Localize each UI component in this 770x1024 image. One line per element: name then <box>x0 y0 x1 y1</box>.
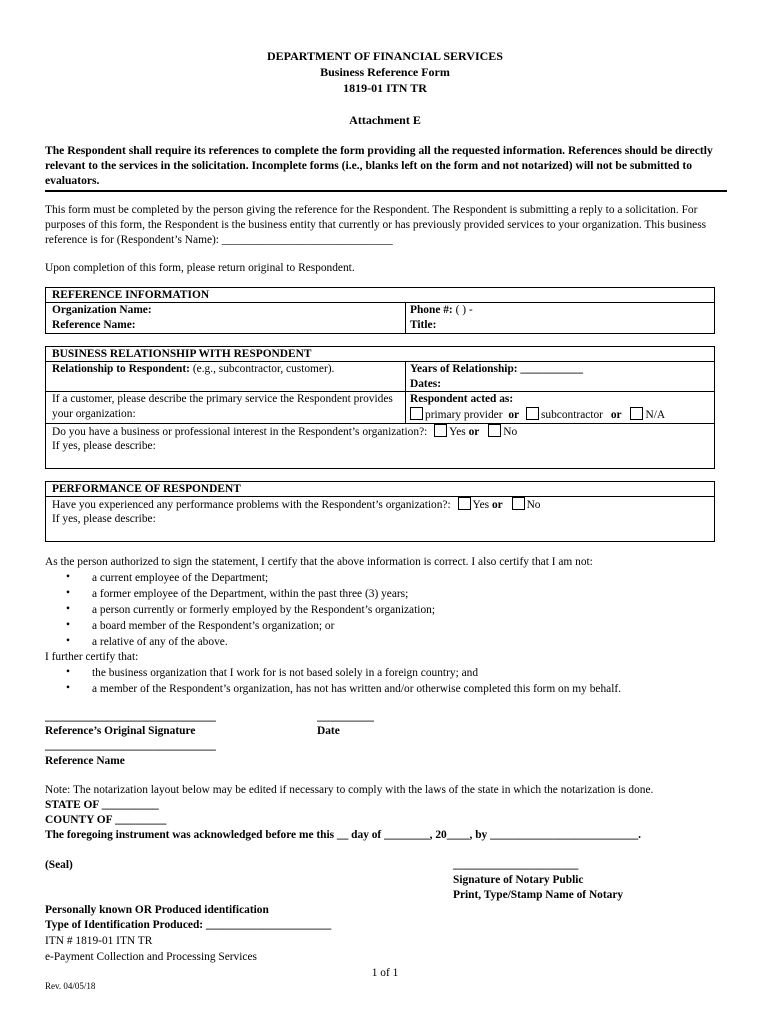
department-title: DEPARTMENT OF FINANCIAL SERVICES <box>267 49 503 63</box>
dates-label[interactable]: Dates: <box>410 378 441 390</box>
bullet-icon: • <box>66 571 70 583</box>
performance-no-checkbox[interactable] <box>512 497 525 510</box>
business-relationship-heading: BUSINESS RELATIONSHIP WITH RESPONDENT <box>52 348 312 360</box>
or-text: or <box>508 409 520 421</box>
primary-provider-checkbox[interactable] <box>410 407 423 420</box>
itn-number: ITN # 1819-01 ITN TR <box>45 935 153 947</box>
performance-row <box>52 497 541 512</box>
list-item: a former employee of the Department, within the past three (3) years; <box>92 588 409 600</box>
interest-describe-field[interactable]: If yes, please describe: <box>52 440 156 452</box>
date-label: Date <box>317 725 340 737</box>
or-text: or <box>468 426 480 438</box>
interest-yes-label: Yes <box>449 426 466 438</box>
relationship-hint: (e.g., subcontractor, customer). <box>192 363 335 375</box>
title-label[interactable]: Title: <box>410 319 437 331</box>
na-label: N/A <box>645 409 666 421</box>
state-of-field[interactable]: STATE OF __________ <box>45 799 159 811</box>
signature-label: Reference’s Original Signature <box>45 725 196 737</box>
phone-label: Phone #: <box>410 304 453 316</box>
years-label[interactable]: Years of Relationship: ___________ <box>410 363 584 375</box>
performance-describe-field[interactable]: If yes, please describe: <box>52 513 156 525</box>
instructions-paragraph: This form must be completed by the person giving the reference for the Respondent. The Respondent is submitting a reply to a solicitation. For purposes of this form, the Respondent is the business entity that currently or has previously provided services to your organization. This business reference is for (Respondent’s Name): ______________________________ <box>45 204 707 246</box>
bullet-icon: • <box>66 666 70 678</box>
list-item: a person currently or formerly employed by the Respondent’s organization; <box>92 604 435 616</box>
org-name-label[interactable]: Organization Name: <box>52 304 152 316</box>
bullet-icon: • <box>66 587 70 599</box>
performance-no-label: No <box>526 499 541 511</box>
performance-yes-checkbox[interactable] <box>458 497 471 510</box>
signature-line[interactable]: ______________________________ <box>45 711 216 723</box>
subcontractor-label: subcontractor <box>540 409 603 421</box>
further-certify: I further certify that: <box>45 651 139 663</box>
or-text: or <box>610 409 622 421</box>
personally-known-label: Personally known OR Produced identification <box>45 904 269 916</box>
notary-print-label: Print, Type/Stamp Name of Notary <box>453 889 624 901</box>
reference-info-heading: REFERENCE INFORMATION <box>52 289 210 301</box>
bullet-icon: • <box>66 682 70 694</box>
acted-as-options <box>406 407 665 422</box>
county-of-field[interactable]: COUNTY OF _________ <box>45 814 167 826</box>
bullet-icon: • <box>66 619 70 631</box>
relationship-field[interactable] <box>52 362 334 376</box>
intro-instructions: The Respondent shall require its references to complete the form providing all the requested information. References should be directly relevant to the services in the solicitation. Incomplete forms (i.e., blanks left on the form and not notarized) will not be submitted to evaluators. <box>45 144 713 187</box>
relationship-label: Relationship to Respondent: <box>52 363 190 375</box>
phone-field[interactable] <box>410 303 473 317</box>
list-item: a relative of any of the above. <box>92 636 228 648</box>
acknowledgement-field[interactable]: The foregoing instrument was acknowledged before me this __ day of ________, 20____, by __________________________. <box>45 829 642 841</box>
phone-template: ( ) - <box>455 304 473 316</box>
identification-type-field[interactable]: Type of Identification Produced: ______________________ <box>45 919 332 931</box>
notary-note: Note: The notarization layout below may be edited if necessary to comply with the laws of the state in which the notarization is done. <box>45 784 654 796</box>
performance-heading: PERFORMANCE OF RESPONDENT <box>52 483 241 495</box>
list-item: a member of the Respondent’s organization, has not has written and/or otherwise completed this form on my behalf. <box>92 683 622 695</box>
seal-label: (Seal) <box>45 859 73 871</box>
list-item: the business organization that I work for is not based solely in a foreign country; and <box>92 667 479 679</box>
interest-row <box>52 424 517 439</box>
acted-as-label: Respondent acted as: <box>410 393 514 405</box>
customer-service-question[interactable]: If a customer, please describe the primary service the Respondent provides your organization: <box>52 393 393 420</box>
primary-provider-label: primary provider <box>425 409 503 421</box>
reference-name-line[interactable]: ______________________________ <box>45 740 216 752</box>
return-instruction: Upon completion of this form, please return original to Respondent. <box>45 262 355 274</box>
date-line[interactable]: __________ <box>317 711 374 723</box>
certification-intro: As the person authorized to sign the statement, I certify that the above information is correct. I also certify that I am not: <box>45 556 593 568</box>
bullet-icon: • <box>66 603 70 615</box>
reference-name-label[interactable]: Reference Name: <box>52 319 136 331</box>
notary-signature-label: Signature of Notary Public <box>453 874 584 886</box>
performance-yes-label: Yes <box>472 499 490 511</box>
divider <box>405 302 406 333</box>
subcontractor-checkbox[interactable] <box>526 407 539 420</box>
divider <box>45 190 727 192</box>
reference-name-sig-label: Reference Name <box>45 755 125 767</box>
interest-question: Do you have a business or professional interest in the Respondent’s organization?: <box>52 426 428 438</box>
revision-date: Rev. 04/05/18 <box>45 981 96 991</box>
form-title: Business Reference Form <box>320 65 450 79</box>
performance-question: Have you experienced any performance problems with the Respondent’s organization?: <box>52 499 451 511</box>
list-item: a current employee of the Department; <box>92 572 269 584</box>
form-number: 1819-01 ITN TR <box>343 81 427 95</box>
interest-no-checkbox[interactable] <box>488 424 501 437</box>
attachment-label: Attachment E <box>349 113 421 127</box>
system-name: e-Payment Collection and Processing Services <box>45 951 257 963</box>
list-item: a board member of the Respondent’s organization; or <box>92 620 335 632</box>
na-checkbox[interactable] <box>630 407 643 420</box>
notary-signature-line[interactable]: ______________________ <box>453 859 579 871</box>
page-number: 1 of 1 <box>371 967 399 979</box>
interest-yes-checkbox[interactable] <box>434 424 447 437</box>
interest-no-label: No <box>503 426 518 438</box>
or-text: or <box>491 499 503 511</box>
bullet-icon: • <box>66 635 70 647</box>
